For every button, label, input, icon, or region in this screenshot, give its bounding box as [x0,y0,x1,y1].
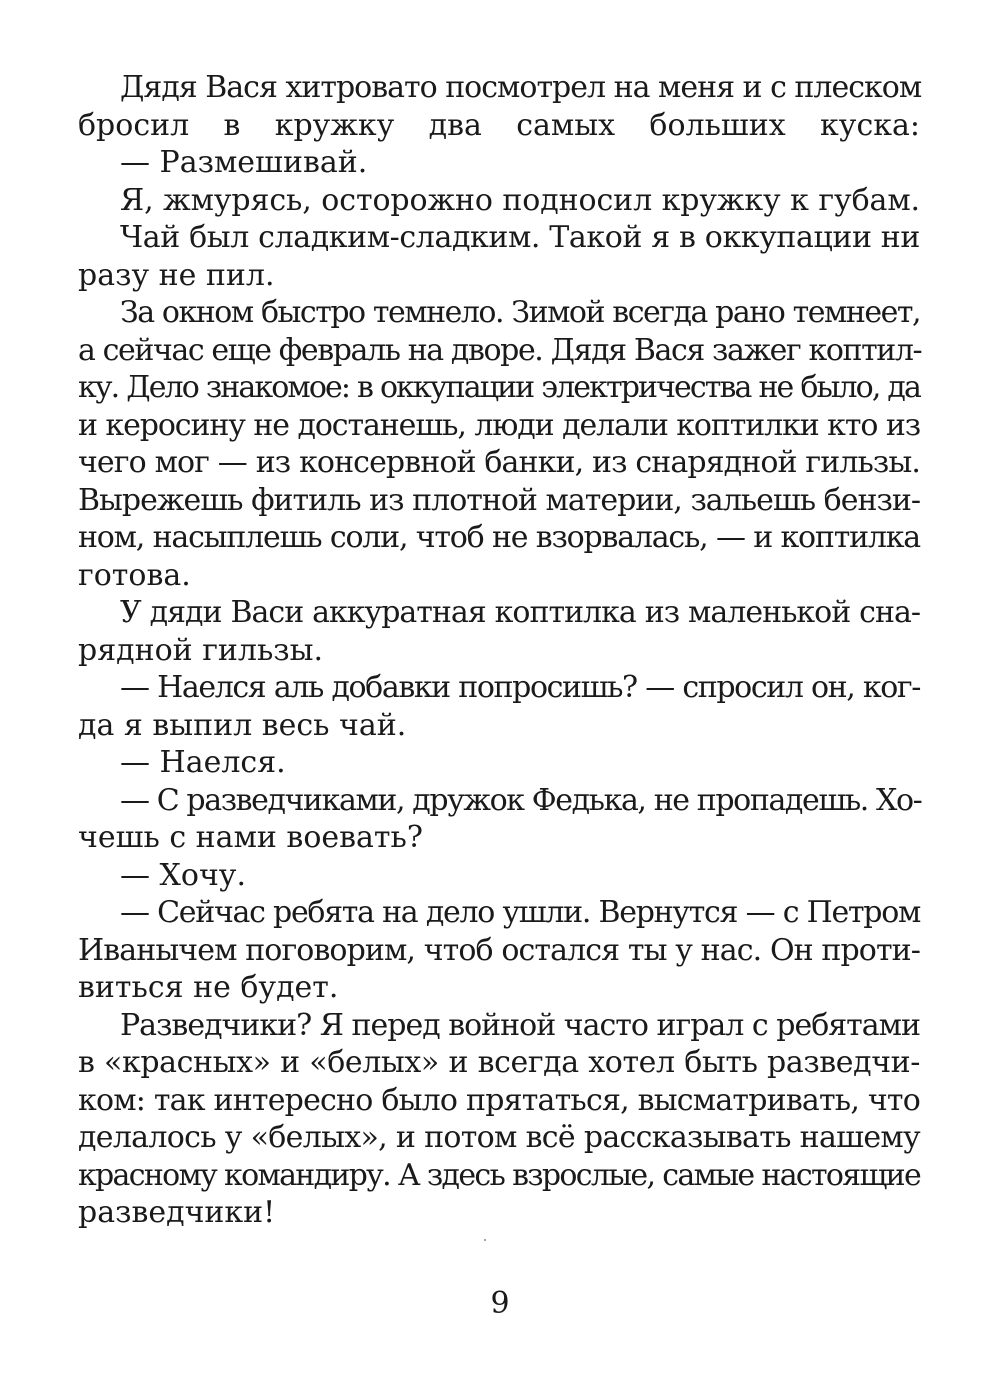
text-line: За окном быстро темнело. Зимой всегда рано темнеет, [120,295,920,330]
text-line: ку. Дело знакомое: в оккупации электричества не было, да [78,370,920,405]
text-line: ком: так интересно было прятаться, высматривать, что [78,1082,920,1118]
text-line: в «красных» и «белых» и всегда хотел быть разведчи- [78,1045,920,1080]
text-line: готова. [78,557,191,593]
text-line: Вырежешь фитиль из плотной материи, зальешь бензи- [78,482,920,518]
text-line: виться не будет. [78,970,339,1005]
text-line: чешь с нами воевать? [78,820,423,855]
text-line: и керосину не достанешь, люди делали коптилки кто из [78,407,920,443]
text-line: Разведчики? Я перед войной часто играл с ребятами [120,1007,920,1043]
text-line: — Наелся. [120,745,286,780]
page-text [78,69,920,1232]
text-line: — Наелся аль добавки попросишь? — спросил он, ког- [120,670,920,705]
text-line: Иванычем поговорим, чтоб остался ты у нас. Он проти- [78,932,920,968]
print-speck [484,1239,486,1241]
text-line: — Сейчас ребята на дело ушли. Вернутся — с Петром [120,895,920,930]
text-line: Я, жмурясь, осторожно подносил кружку к губам. [120,182,920,218]
text-line: Дядя Вася хитровато посмотрел на меня и с плеском [120,70,922,105]
text-line: ном, насыплешь соли, чтоб не взорвалась, — и коптилка [78,520,920,555]
text-line: разу не пил. [78,257,275,293]
text-line: — Размешивай. [120,145,368,180]
text-line: бросил в кружку два самых больших куска: [78,107,920,143]
text-line: разведчики! [78,1195,276,1230]
text-line: а сейчас еще февраль на дворе. Дядя Вася зажег коптил- [78,332,922,368]
text-line: чего мог — из консервной банки, из снарядной гильзы. [78,445,920,480]
text-line: — С разведчиками, дружок Федька, не пропадешь. Хо- [120,782,922,818]
text-line: У дяди Васи аккуратная коптилка из маленькой сна- [120,595,920,630]
page-number: 9 [490,1286,510,1321]
text-line: — Хочу. [120,857,246,893]
text-line: делалось у «белых», и потом всё рассказывать нашему [78,1120,920,1155]
text-line: да я выпил весь чай. [78,707,407,743]
text-line: Чай был сладким-сладким. Такой я в оккупации ни [120,220,920,255]
text-line: красному командиру. А здесь взрослые, самые настоящие [78,1157,920,1193]
text-line: рядной гильзы. [78,632,324,668]
